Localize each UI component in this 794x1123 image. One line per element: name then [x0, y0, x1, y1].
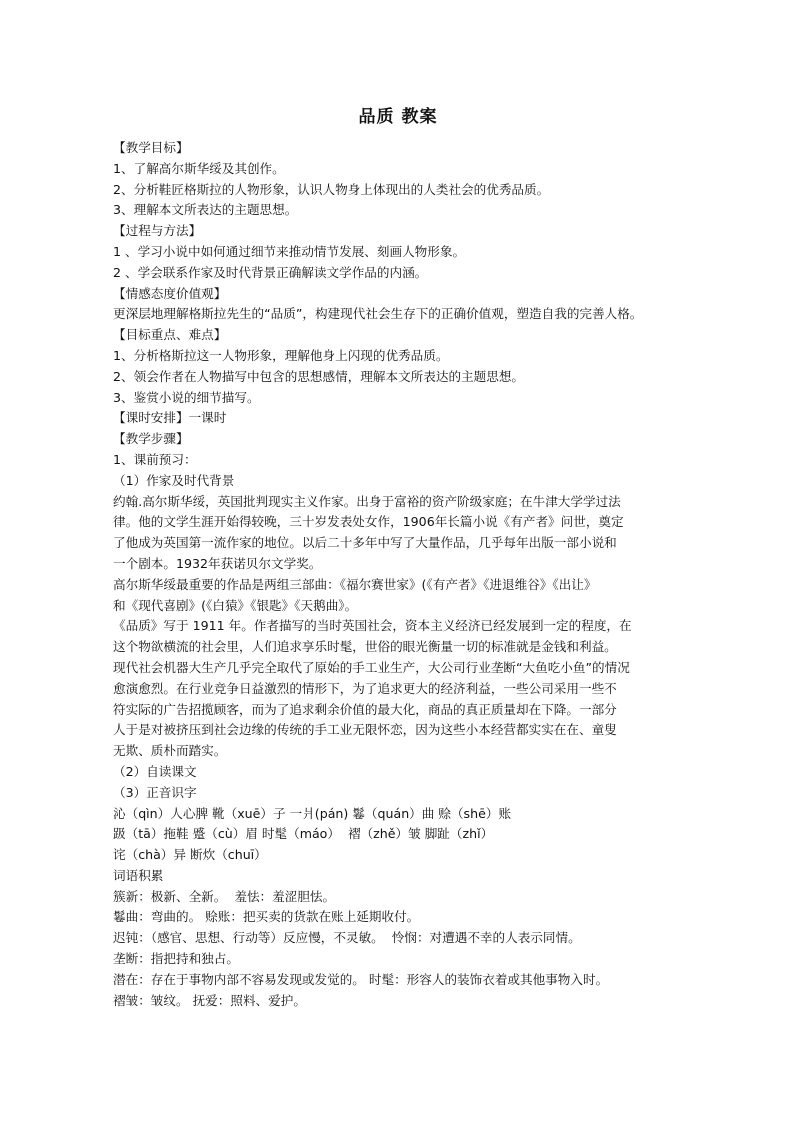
text-line: 【目标重点、难点】	[113, 327, 227, 343]
text-line: 约翰.高尔斯华绥，英国批判现实主义作家。出身于富裕的资产阶级家庭；在牛津大学学过法	[113, 493, 621, 509]
text-line: 一个剧本。1932年获诺贝尔文学奖。	[113, 555, 322, 571]
text-line: 符实际的广告招揽顾客，而为了追求剩余价值的最大化，商品的真正质量却在下降。一部分	[113, 701, 617, 717]
text-line: 和《现代喜剧》(《白猿》《银匙》《天鹅曲》。	[113, 597, 358, 613]
text-line: 无欺、质朴而踏实。	[113, 743, 227, 759]
document-title: 品质 教案	[358, 107, 438, 127]
text-line: 【过程与方法】	[113, 223, 202, 239]
text-line: 诧（chà）异 断炊（chuī）	[113, 847, 267, 863]
text-line: 2、领会作者在人物描写中包含的思想感情，理解本文所表达的主题思想。	[113, 368, 525, 384]
text-line: 愈演愈烈。在行业竞争日益激烈的情形下，为了追求更大的经济利益，一些公司采用一些不	[113, 680, 617, 696]
text-line: 1、课前预习：	[113, 451, 197, 467]
text-line: 这个物欲横流的社会里，人们追求享乐时髦，世俗的眼光衡量一切的标准就是金钱和利益。	[113, 639, 617, 655]
text-line: 簇新：极新、全新。 羞怯：羞涩胆怯。	[113, 888, 336, 904]
text-line: 《品质》写于 1911 年。作者描写的当时英国社会，资本主义经济已经发展到一定的程度，在	[113, 618, 632, 634]
text-line: 【教学步骤】	[113, 431, 189, 447]
document-body	[113, 138, 683, 1011]
text-line: 【情感态度价值观】	[113, 285, 227, 301]
text-line: 2 、学会联系作家及时代背景正确解读文学作品的内涵。	[113, 264, 428, 280]
text-line: 迟钝：（感官、思想、行动等）反应慢，不灵敏。 怜悯：对遭遇不幸的人表示同情。	[113, 930, 581, 946]
text-line: 【课时安排】一课时	[113, 410, 227, 426]
text-line: 更深层地理解格斯拉先生的“品质”，构建现代社会生存下的正确价值观，塑造自我的完善人格。	[113, 306, 643, 322]
text-line: 人于是对被挤压到社会边缘的传统的手工业无限怀恋，因为这些小本经营都实实在在、童叟	[113, 722, 617, 738]
text-line: （2）自读课文	[113, 763, 197, 779]
text-line: 褶皱：皱纹。 抚爱：照料、爱护。	[113, 992, 306, 1008]
document-page	[113, 104, 683, 1011]
text-line: 3、鉴赏小说的细节描写。	[113, 389, 260, 405]
text-line: 1、分析格斯拉这一人物形象，理解他身上闪现的优秀品质。	[113, 347, 449, 363]
text-line: 潜在：存在于事物内部不容易发现或发觉的。 时髦：形容人的装饰衣着或其他事物入时。	[113, 971, 609, 987]
text-line: 沁（qìn）人心脾 靴（xuē）子 一爿(pán) 鬈（quán）曲 赊（shē）账	[113, 805, 512, 821]
text-line: 3、理解本文所表达的主题思想。	[113, 202, 298, 218]
text-line: 1、了解高尔斯华绥及其创作。	[113, 160, 285, 176]
text-line: （1）作家及时代背景	[113, 472, 235, 488]
text-line: 1 、学习小说中如何通过细节来推动情节发展、刻画人物形象。	[113, 243, 466, 259]
text-line: （3）正音识字	[113, 784, 197, 800]
text-line: 垄断：指把持和独占。	[113, 951, 239, 967]
text-line: 趿（tā）拖鞋 蹙（cù）眉 时髦（máo） 褶（zhě）皱 脚趾（zhǐ）	[113, 826, 494, 842]
text-line: 鬈曲：弯曲的。 赊账：把买卖的货款在账上延期收付。	[113, 909, 420, 925]
text-line: 词语积累	[113, 867, 164, 883]
text-line: 了他成为英国第一流作家的地位。以后二十多年中写了大量作品，几乎每年出版一部小说和	[113, 535, 617, 551]
text-line: 现代社会机器大生产几乎完全取代了原始的手工业生产，大公司行业垄断“大鱼吃小鱼”的情况	[113, 659, 630, 675]
text-line: 【教学目标】	[113, 140, 189, 155]
text-line: 2、分析鞋匠格斯拉的人物形象，认识人物身上体现出的人类社会的优秀品质。	[113, 181, 550, 197]
text-line: 律。他的文学生涯开始得较晚，三十岁发表处女作，1906年长篇小说《有产者》问世，奠定	[113, 514, 624, 530]
text-line: 高尔斯华绥最重要的作品是两组三部曲：《福尔赛世家》(《有产者》《进退维谷》《出让》	[113, 576, 597, 592]
